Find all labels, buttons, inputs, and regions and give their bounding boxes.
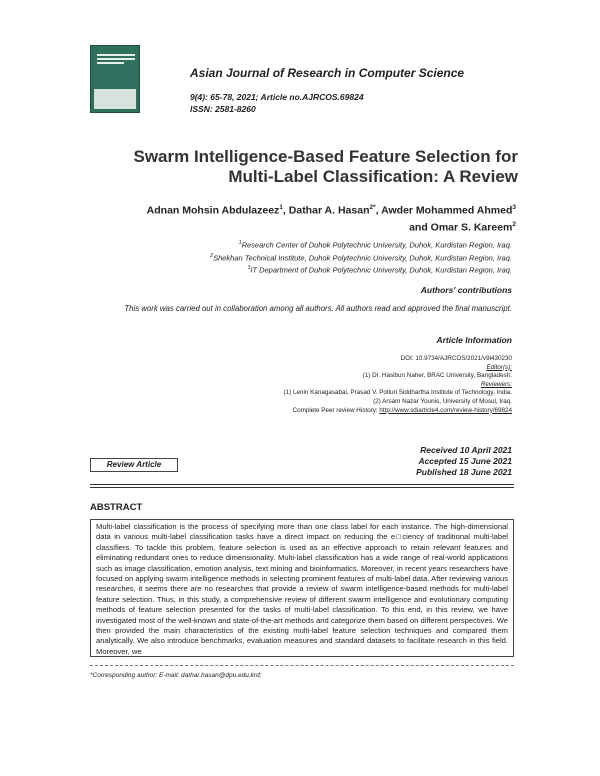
divider xyxy=(90,484,514,485)
corresponding-author-note: *Corresponding author: E-mail: dathar.hasan@dpu.edu.krd; xyxy=(90,672,262,679)
abstract-text: Multi-label classification is the process of specifying more than one class label for each instance. The high-dimensional data in various multi-label classification tasks have a direct impact on reducing the e□ciency of traditional multi-label classifiers. To tackle this problem, feature selection is used as an effective approach to retain relevant features and eliminating redundant ones to reduce dimensionality. Multi-label classification has a wide range of real-world applications such as image classification, emotion analysis, text mining and bioinformatics. Moreover, in recent years researchers have focused on applying swarm intelligence methods in selecting prominent features of multi-label data. After reviewing various researches, it seems there are no researches that provide a review of swarm intelligence-based methods for multi-label feature selection. Thus, in this study, a comprehensive review of different swarm intelligence and evolutionary computing methods of feature selection presented for the tasks of multi-label classification. To this end, in this review, we have investigated most of the well-known and state-of-the-art methods and categorize them based on different perspectives. We then provided the main characteristics of the existing multi-label feature selection techniques and compared them analytically. We also introduce benchmarks, evaluation measures and standard datasets to facilitate research in this field. Moreover, we xyxy=(90,519,514,657)
author-sup: 2* xyxy=(369,204,376,211)
author-sup: 3 xyxy=(512,204,516,211)
editor-label: Editor(s): xyxy=(486,363,512,371)
paper-title xyxy=(100,147,518,187)
author-name: Adnan Mohsin Abdulazeez xyxy=(146,204,280,217)
author-sup: 1 xyxy=(279,204,283,211)
journal-issn: ISSN: 2581-8260 xyxy=(190,104,256,114)
affiliation-item: $^1$Research Center of Duhok Polytechnic University, Duhok, Kurdistan Region, Iraq. xyxy=(238,240,512,250)
affiliations xyxy=(100,238,512,276)
paper-title-line2: Multi-Label Classification: A Review xyxy=(228,167,518,186)
review-history-link[interactable]: http://www.sdiarticle4.com/review-history/69824 xyxy=(379,406,512,414)
article-type-badge: Review Article xyxy=(90,458,178,472)
journal-meta xyxy=(190,91,364,115)
divider xyxy=(90,487,514,488)
author-name: and Omar S. Kareem xyxy=(409,221,513,233)
doi: DOI: 10.9734/AJRCOS/2021/v9i430230 xyxy=(400,355,512,362)
paper-title-line1: Swarm Intelligence-Based Feature Selection for xyxy=(133,147,518,166)
cover-title-lines xyxy=(97,54,135,68)
reviewer-2: (2) Arsam Nazar Younis, University of Mosul, Iraq. xyxy=(373,397,512,405)
publication-dates xyxy=(340,445,512,478)
journal-cover-image xyxy=(90,45,140,113)
review-history: Complete Peer review History: http://www.sdiarticle4.com/review-history/69824 xyxy=(292,406,512,414)
abstract-heading: ABSTRACT xyxy=(90,502,143,513)
journal-name: Asian Journal of Research in Computer Science xyxy=(190,66,465,80)
article-info-block xyxy=(180,355,512,415)
affiliation-item: $^2$Shekhan Technical Institute, Duhok Polytechnic University, Duhok, Kurdistan Region, Iraq. xyxy=(210,252,512,262)
article-info-heading: Article Information xyxy=(436,335,512,345)
contributions-heading: Authors' contributions xyxy=(420,285,512,295)
journal-citation: 9(4): 65-78, 2021; Article no.AJRCOS.69824 xyxy=(190,92,364,102)
accepted-date: Accepted 15 June 2021 xyxy=(418,456,512,466)
footnote-divider xyxy=(90,665,514,666)
contributions-text: This work was carried out in collaboration among all authors. All authors read and approved the final manuscript. xyxy=(124,304,512,313)
author-list: Adnan Mohsin Abdulazeez$^1$, Dathar A. Hasan$^{2*}$, Awder Mohammed Ahmed$^3$ and Omar S. Kareem$^2$ xyxy=(146,204,516,233)
published-date: Published 18 June 2021 xyxy=(416,467,512,477)
author-name: Awder Mohammed Ahmed xyxy=(381,204,513,217)
editor-name: (1) Dr. Hasibun Naher, BRAC University, Bangladesh. xyxy=(362,372,512,380)
cover-bottom-panel xyxy=(94,89,136,109)
reviewers-label: Reviewers: xyxy=(480,380,512,388)
author-sup: 2 xyxy=(512,220,516,228)
author-name: Dathar A. Hasan xyxy=(288,204,370,217)
reviewer-1: (1) Lenin Kanagasabai, Prasad V. Potluri Siddhartha Institute of Technology, India. xyxy=(283,389,512,397)
affiliation-item: $^3$IT Department of Duhok Polytechnic University, Duhok, Kurdistan Region, Iraq. xyxy=(247,265,512,275)
received-date: Received 10 April 2021 xyxy=(420,445,512,455)
